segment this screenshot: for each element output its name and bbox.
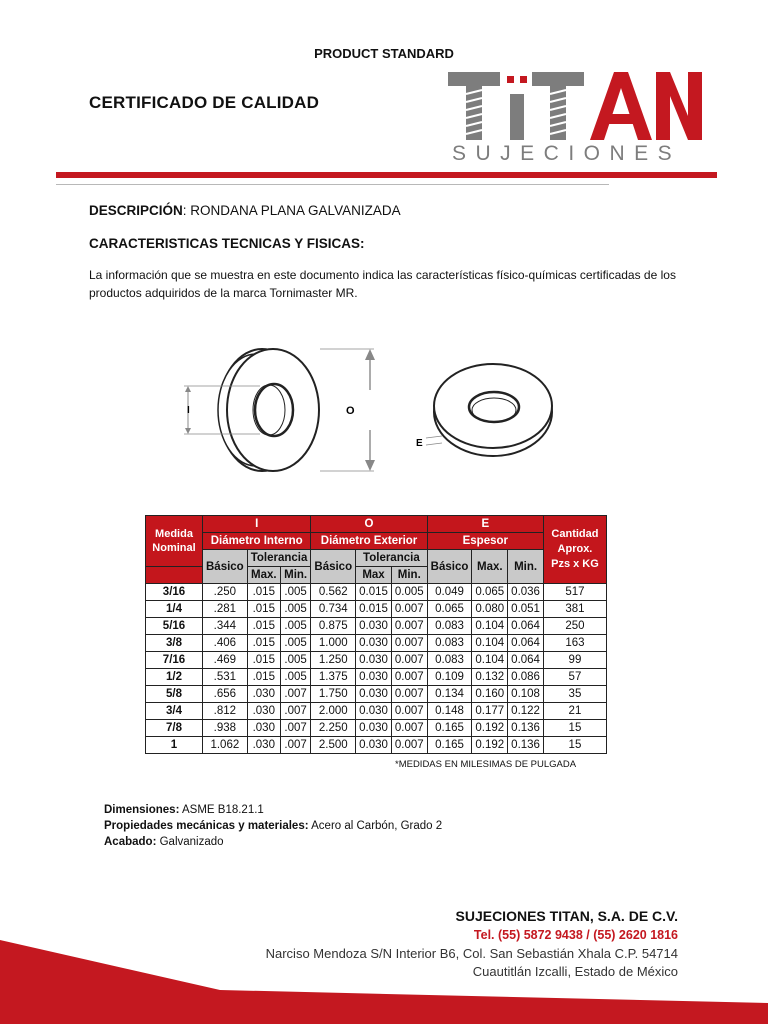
table-cell: 250 xyxy=(543,618,606,635)
o-arrow-up xyxy=(365,349,375,360)
table-cell: 0.007 xyxy=(391,669,427,686)
table-cell: 0.015 xyxy=(356,584,392,601)
table-cell: 1.750 xyxy=(311,686,356,703)
label-e: E xyxy=(416,438,423,449)
cell-medida: 1/4 xyxy=(146,601,203,618)
table-cell: .469 xyxy=(203,652,248,669)
table-cell: .007 xyxy=(280,737,311,754)
table-cell: .938 xyxy=(203,720,248,737)
table-cell: 0.136 xyxy=(508,737,544,754)
table-cell: 0.007 xyxy=(391,686,427,703)
table-cell: 0.148 xyxy=(427,703,472,720)
table-cell: .030 xyxy=(247,686,280,703)
table-cell: 1.250 xyxy=(311,652,356,669)
table-cell: 0.065 xyxy=(427,601,472,618)
table-cell: .281 xyxy=(203,601,248,618)
table-cell: 2.000 xyxy=(311,703,356,720)
table-cell: 0.065 xyxy=(472,584,508,601)
label-i: I xyxy=(187,405,190,416)
table-cell: .007 xyxy=(280,703,311,720)
table-cell: .531 xyxy=(203,669,248,686)
spec-acabado: Acabado: Galvanizado xyxy=(104,836,224,848)
header-basico-e: Básico xyxy=(427,550,472,584)
table-cell: 0.083 xyxy=(427,652,472,669)
table-cell: .250 xyxy=(203,584,248,601)
table-cell: 0.007 xyxy=(391,703,427,720)
table-cell: .007 xyxy=(280,686,311,703)
table-cell: 0.104 xyxy=(472,635,508,652)
table-cell: .005 xyxy=(280,584,311,601)
header-max-i: Max. xyxy=(247,567,280,584)
header-basico-i: Básico xyxy=(203,550,248,584)
table-cell: 0.007 xyxy=(391,737,427,754)
table-cell: 0.136 xyxy=(508,720,544,737)
table-cell: 0.036 xyxy=(508,584,544,601)
caracteristicas-heading: CARACTERISTICAS TECNICAS Y FISICAS: xyxy=(89,236,365,251)
table-cell: 0.064 xyxy=(508,618,544,635)
table-cell: 0.132 xyxy=(472,669,508,686)
table-cell: .005 xyxy=(280,618,311,635)
cell-medida: 7/16 xyxy=(146,652,203,669)
cell-medida: 5/16 xyxy=(146,618,203,635)
table-cell: 517 xyxy=(543,584,606,601)
table-cell: .015 xyxy=(247,618,280,635)
table-cell: 0.104 xyxy=(472,618,508,635)
table-cell: 0.064 xyxy=(508,652,544,669)
table-cell: .005 xyxy=(280,669,311,686)
table-footnote: *MEDIDAS EN MILESIMAS DE PULGADA xyxy=(395,759,577,770)
table-cell: 2.500 xyxy=(311,737,356,754)
header-diametro-exterior: Diámetro Exterior xyxy=(311,533,427,550)
table-cell: 0.030 xyxy=(356,737,392,754)
table-cell: 0.134 xyxy=(427,686,472,703)
header-medida-spacer xyxy=(146,567,203,584)
specs-block xyxy=(104,802,442,850)
cell-medida: 5/8 xyxy=(146,686,203,703)
header-o: O xyxy=(311,516,427,533)
header-gray-rule xyxy=(56,184,609,185)
header-medida-nominal: Medida Nominal xyxy=(146,516,203,567)
table-cell: 0.109 xyxy=(427,669,472,686)
table-cell: 0.030 xyxy=(356,703,392,720)
table-cell: .015 xyxy=(247,601,280,618)
table-cell: 0.734 xyxy=(311,601,356,618)
header-basico-o: Básico xyxy=(311,550,356,584)
table-row xyxy=(146,601,607,618)
washer-perspective-view xyxy=(434,364,552,456)
spec-table xyxy=(145,515,607,754)
header-diametro-interno: Diámetro Interno xyxy=(203,533,311,550)
cell-medida: 3/16 xyxy=(146,584,203,601)
table-cell: 0.030 xyxy=(356,618,392,635)
product-standard-label: PRODUCT STANDARD xyxy=(314,46,454,61)
footer-address-line1: Narciso Mendoza S/N Interior B6, Col. San Sebastián Xhala C.P. 54714 xyxy=(265,946,678,961)
table-row xyxy=(146,703,607,720)
table-row xyxy=(146,737,607,754)
table-row xyxy=(146,618,607,635)
table-cell: .015 xyxy=(247,652,280,669)
table-cell: 0.165 xyxy=(427,720,472,737)
intro-paragraph: La información que se muestra en este documento indica las características físico-químicas certificadas de los productos adquiridos de la marca Tornimaster MR. xyxy=(89,268,676,300)
description-line xyxy=(89,203,401,218)
table-cell: 0.030 xyxy=(356,686,392,703)
header-cantidad: Cantidad Aprox. Pzs x KG xyxy=(543,516,606,584)
table-cell: 0.030 xyxy=(356,635,392,652)
table-body xyxy=(146,584,607,754)
footer-phones: Tel. (55) 5872 9438 / (55) 2620 1816 xyxy=(473,928,678,942)
footer-address-line2: Cuautitlán Izcalli, Estado de México xyxy=(472,964,678,979)
spec-dimensiones: Dimensiones: ASME B18.21.1 xyxy=(104,804,264,816)
table-cell: 0.007 xyxy=(391,618,427,635)
table-cell: 0.007 xyxy=(391,652,427,669)
table-cell: 0.005 xyxy=(391,584,427,601)
table-cell: .406 xyxy=(203,635,248,652)
table-cell: 0.015 xyxy=(356,601,392,618)
table-cell: .656 xyxy=(203,686,248,703)
table-row xyxy=(146,584,607,601)
table-cell: 0.177 xyxy=(472,703,508,720)
table-cell: 15 xyxy=(543,720,606,737)
cell-medida: 1/2 xyxy=(146,669,203,686)
washer-diagram xyxy=(170,340,570,480)
table-cell: 1.375 xyxy=(311,669,356,686)
cell-medida: 3/8 xyxy=(146,635,203,652)
table-cell: 0.192 xyxy=(472,720,508,737)
label-o: O xyxy=(346,405,355,417)
page-title: CERTIFICADO DE CALIDAD xyxy=(89,93,320,112)
table-cell: 0.108 xyxy=(508,686,544,703)
table-cell: 0.030 xyxy=(356,669,392,686)
cell-medida: 1 xyxy=(146,737,203,754)
table-cell: 0.875 xyxy=(311,618,356,635)
cell-medida: 7/8 xyxy=(146,720,203,737)
table-cell: 0.080 xyxy=(472,601,508,618)
table-cell: 163 xyxy=(543,635,606,652)
header-tolerancia-i: Tolerancia xyxy=(247,550,311,567)
table-cell: 2.250 xyxy=(311,720,356,737)
table-cell: 1.000 xyxy=(311,635,356,652)
header-min-i: Min. xyxy=(280,567,311,584)
table-cell: .030 xyxy=(247,703,280,720)
table-row xyxy=(146,686,607,703)
table-cell: 57 xyxy=(543,669,606,686)
table-cell: 1.062 xyxy=(203,737,248,754)
titan-logo xyxy=(444,66,706,166)
table-cell: .005 xyxy=(280,652,311,669)
table-cell: 0.192 xyxy=(472,737,508,754)
footer-company: SUJECIONES TITAN, S.A. DE C.V. xyxy=(455,908,678,924)
table-cell: .030 xyxy=(247,737,280,754)
table-row xyxy=(146,652,607,669)
svg-text:SUJECIONES: SUJECIONES xyxy=(452,142,682,165)
table-cell: 381 xyxy=(543,601,606,618)
table-cell: .015 xyxy=(247,635,280,652)
header-max-e: Max. xyxy=(472,550,508,584)
table-cell: 0.160 xyxy=(472,686,508,703)
header-min-o: Min. xyxy=(391,567,427,584)
header-espesor: Espesor xyxy=(427,533,543,550)
table-cell: 0.083 xyxy=(427,618,472,635)
header-red-rule xyxy=(56,172,717,178)
header-e: E xyxy=(427,516,543,533)
table-cell: 0.007 xyxy=(391,601,427,618)
table-cell: 0.030 xyxy=(356,720,392,737)
table-cell: .812 xyxy=(203,703,248,720)
table-cell: 0.083 xyxy=(427,635,472,652)
table-cell: 21 xyxy=(543,703,606,720)
description-label: DESCRIPCIÓN xyxy=(89,203,183,218)
table-cell: 0.030 xyxy=(356,652,392,669)
table-cell: 0.104 xyxy=(472,652,508,669)
table-row xyxy=(146,635,607,652)
washer-front-view xyxy=(218,349,319,471)
table-cell: .005 xyxy=(280,635,311,652)
table-cell: 0.064 xyxy=(508,635,544,652)
table-cell: .344 xyxy=(203,618,248,635)
table-cell: .005 xyxy=(280,601,311,618)
spec-propiedades: Propiedades mecánicas y materiales: Acero al Carbón, Grado 2 xyxy=(104,820,443,832)
table-row xyxy=(146,720,607,737)
table-cell: .030 xyxy=(247,720,280,737)
header-min-e: Min. xyxy=(508,550,544,584)
table-cell: 0.122 xyxy=(508,703,544,720)
header-tolerancia-o: Tolerancia xyxy=(356,550,428,567)
header-max-o: Max xyxy=(356,567,392,584)
table-cell: 0.007 xyxy=(391,720,427,737)
table-cell: 0.165 xyxy=(427,737,472,754)
table-cell: 0.562 xyxy=(311,584,356,601)
table-cell: 0.049 xyxy=(427,584,472,601)
table-cell: 35 xyxy=(543,686,606,703)
header-i: I xyxy=(203,516,311,533)
table-cell: .015 xyxy=(247,584,280,601)
table-cell: 0.086 xyxy=(508,669,544,686)
table-cell: 99 xyxy=(543,652,606,669)
cell-medida: 3/4 xyxy=(146,703,203,720)
o-arrow-down xyxy=(365,460,375,471)
table-row xyxy=(146,669,607,686)
table-cell: 15 xyxy=(543,737,606,754)
table-cell: 0.051 xyxy=(508,601,544,618)
table-cell: .015 xyxy=(247,669,280,686)
description-value: : RONDANA PLANA GALVANIZADA xyxy=(182,203,401,218)
table-cell: 0.007 xyxy=(391,635,427,652)
table-cell: .007 xyxy=(280,720,311,737)
